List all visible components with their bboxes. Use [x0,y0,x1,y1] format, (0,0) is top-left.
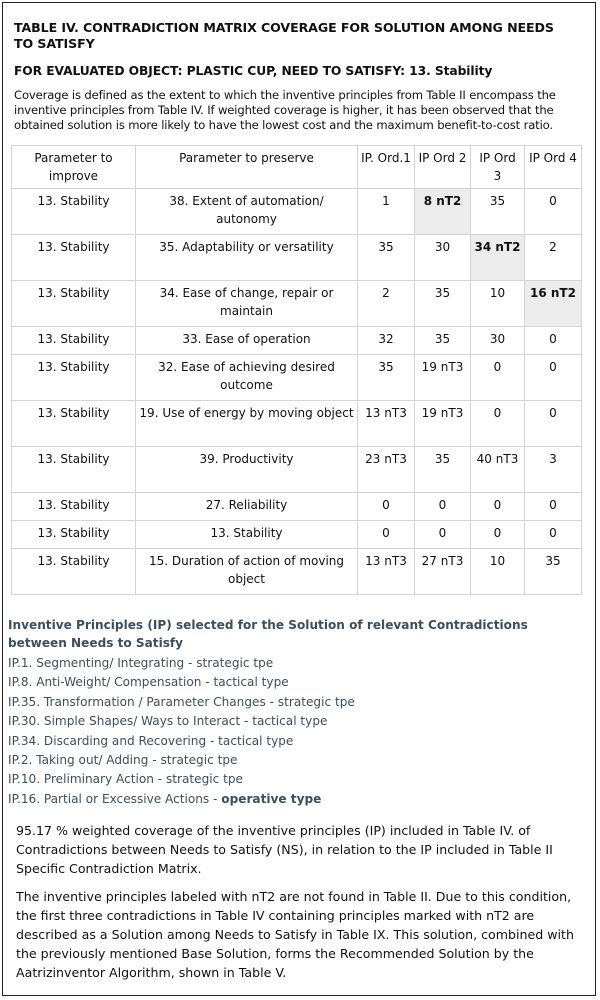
cell-ip-ord-4: 0 [525,493,582,521]
cell-ip-ord-4: 3 [525,447,582,493]
cell-preserve: 39. Productivity [136,447,358,493]
table-row [12,189,582,235]
cell-ip-ord-1: 1 [358,189,415,235]
header-parameter-to-improve: Parameter to improve [12,146,136,189]
cell-ip-ord-3-highlight: 34 nT2 [471,235,525,281]
cell-improve: 13. Stability [12,355,136,401]
cell-ip-ord-3: 35 [471,189,525,235]
table-title: TABLE IV. CONTRADICTION MATRIX COVERAGE FOR SOLUTION AMONG NEEDS TO SATISFY [14,20,554,51]
principle-item [8,751,588,770]
cell-preserve: 27. Reliability [136,493,358,521]
principle-type-bold: operative type [221,791,322,806]
cell-improve: 13. Stability [12,521,136,549]
header-ip-ord-3: IP Ord 3 [471,146,525,189]
cell-ip-ord-3: 10 [471,281,525,327]
cell-ip-ord-4: 0 [525,189,582,235]
cell-ip-ord-2-highlight: 8 nT2 [415,189,471,235]
cell-ip-ord-1: 35 [358,355,415,401]
table-row [12,549,582,595]
cell-ip-ord-2: 30 [415,235,471,281]
cell-preserve: 34. Ease of change, repair or maintain [136,281,358,327]
principle-item [8,732,588,751]
header-parameter-to-preserve: Parameter to preserve [136,146,358,189]
table-header-row [12,146,582,189]
principle-text: IP.2. Taking out/ Adding - strategic tpe [8,753,238,768]
cell-ip-ord-3: 30 [471,327,525,355]
cell-improve: 13. Stability [12,401,136,447]
cell-ip-ord-1: 2 [358,281,415,327]
principle-text: IP.16. Partial or Excessive Actions - [8,791,222,806]
cell-improve: 13. Stability [12,493,136,521]
table-row [12,281,582,327]
table-row [12,521,582,549]
principle-text: IP.10. Preliminary Action - strategic tpe [8,772,243,787]
principle-text: IP.1. Segmenting/ Integrating - strategic tpe [8,656,274,670]
cell-ip-ord-4: 0 [525,401,582,447]
cell-ip-ord-3: 40 nT3 [471,447,525,493]
principle-item [8,693,588,712]
principle-text: IP.35. Transformation / Parameter Changes - strategic tpe [8,694,355,709]
principle-item [8,770,588,789]
cell-ip-ord-2: 35 [415,327,471,355]
principle-text: IP.30. Simple Shapes/ Ways to Interact - tactical type [8,714,328,729]
cell-ip-ord-1: 0 [358,521,415,549]
table-row [12,401,582,447]
cell-ip-ord-3: 0 [471,355,525,401]
cell-ip-ord-3: 0 [471,521,525,549]
nt2-note: The inventive principles labeled with nT2 are not found in Table II. Due to this condition, the first three contradictions in Table IV containing principles marked with nT2 are described as a Solution among Needs to Satisfy in Table IX. This solution, combined with the previously mentioned Base Solution, forms the Recommended Solution by the Aatrizinventor Algorithm, shown in Table V. [16,889,574,980]
cell-ip-ord-4: 2 [525,235,582,281]
table-row [12,355,582,401]
cell-ip-ord-3: 0 [471,493,525,521]
cell-ip-ord-3: 0 [471,401,525,447]
cell-ip-ord-1: 0 [358,493,415,521]
principle-item [8,654,588,673]
cell-improve: 13. Stability [12,281,136,327]
selected-principles-title: Inventive Principles (IP) selected for the Solution of relevant Contradictions between Needs to Satisfy [8,618,528,650]
cell-preserve: 32. Ease of achieving desired outcome [136,355,358,401]
header-ip-ord-4: IP Ord 4 [525,146,582,189]
cell-ip-ord-2: 35 [415,281,471,327]
principle-item [8,790,588,809]
cell-ip-ord-2: 19 nT3 [415,401,471,447]
cell-ip-ord-4: 0 [525,355,582,401]
cell-ip-ord-1: 32 [358,327,415,355]
cell-preserve: 33. Ease of operation [136,327,358,355]
table-row [12,327,582,355]
cell-improve: 13. Stability [12,235,136,281]
cell-ip-ord-1: 13 nT3 [358,549,415,595]
principle-item [8,712,588,731]
cell-ip-ord-2: 19 nT3 [415,355,471,401]
cell-improve: 13. Stability [12,327,136,355]
cell-ip-ord-4: 0 [525,521,582,549]
cell-preserve: 15. Duration of action of moving object [136,549,358,595]
header-ip-ord-1: IP. Ord.1 [358,146,415,189]
cell-preserve: 19. Use of energy by moving object [136,401,358,447]
table-row [12,447,582,493]
selected-principles-section [8,616,588,809]
cell-ip-ord-1: 23 nT3 [358,447,415,493]
cell-ip-ord-2: 0 [415,493,471,521]
weighted-coverage-summary: 95.17 % weighted coverage of the inventive principles (IP) included in Table IV. of Contradictions between Needs to Satisfy (NS), in relation to the IP included in Table II Specific Contradiction Matrix. [16,823,553,876]
cell-improve: 13. Stability [12,447,136,493]
cell-preserve: 13. Stability [136,521,358,549]
cell-ip-ord-1: 35 [358,235,415,281]
cell-ip-ord-4: 35 [525,549,582,595]
cell-ip-ord-4-highlight: 16 nT2 [525,281,582,327]
cell-ip-ord-2: 35 [415,447,471,493]
cell-preserve: 35. Adaptability or versatility [136,235,358,281]
cell-ip-ord-3: 10 [471,549,525,595]
evaluated-object-subtitle: FOR EVALUATED OBJECT: PLASTIC CUP, NEED TO SATISFY: 13. Stability [14,64,493,78]
coverage-table [11,145,582,595]
principle-text: IP.34. Discarding and Recovering - tactical type [8,733,294,748]
table-row [12,235,582,281]
cell-improve: 13. Stability [12,189,136,235]
cell-preserve: 38. Extent of automation/ autonomy [136,189,358,235]
principle-text: IP.8. Anti-Weight/ Compensation - tactical type [8,675,289,690]
cell-improve: 13. Stability [12,549,136,595]
header-ip-ord-2: IP Ord 2 [415,146,471,189]
cell-ip-ord-4: 0 [525,327,582,355]
cell-ip-ord-2: 27 nT3 [415,549,471,595]
coverage-definition: Coverage is defined as the extent to which the inventive principles from Table II encompass the inventive principles from Table IV. If weighted coverage is higher, it has been observed that the obtained solution is more likely to have the lowest cost and the maximum benefit-to-cost ratio. [14,88,556,132]
header-section [14,20,574,133]
table-row [12,493,582,521]
principle-item [8,673,588,692]
cell-ip-ord-1: 13 nT3 [358,401,415,447]
cell-ip-ord-2: 0 [415,521,471,549]
